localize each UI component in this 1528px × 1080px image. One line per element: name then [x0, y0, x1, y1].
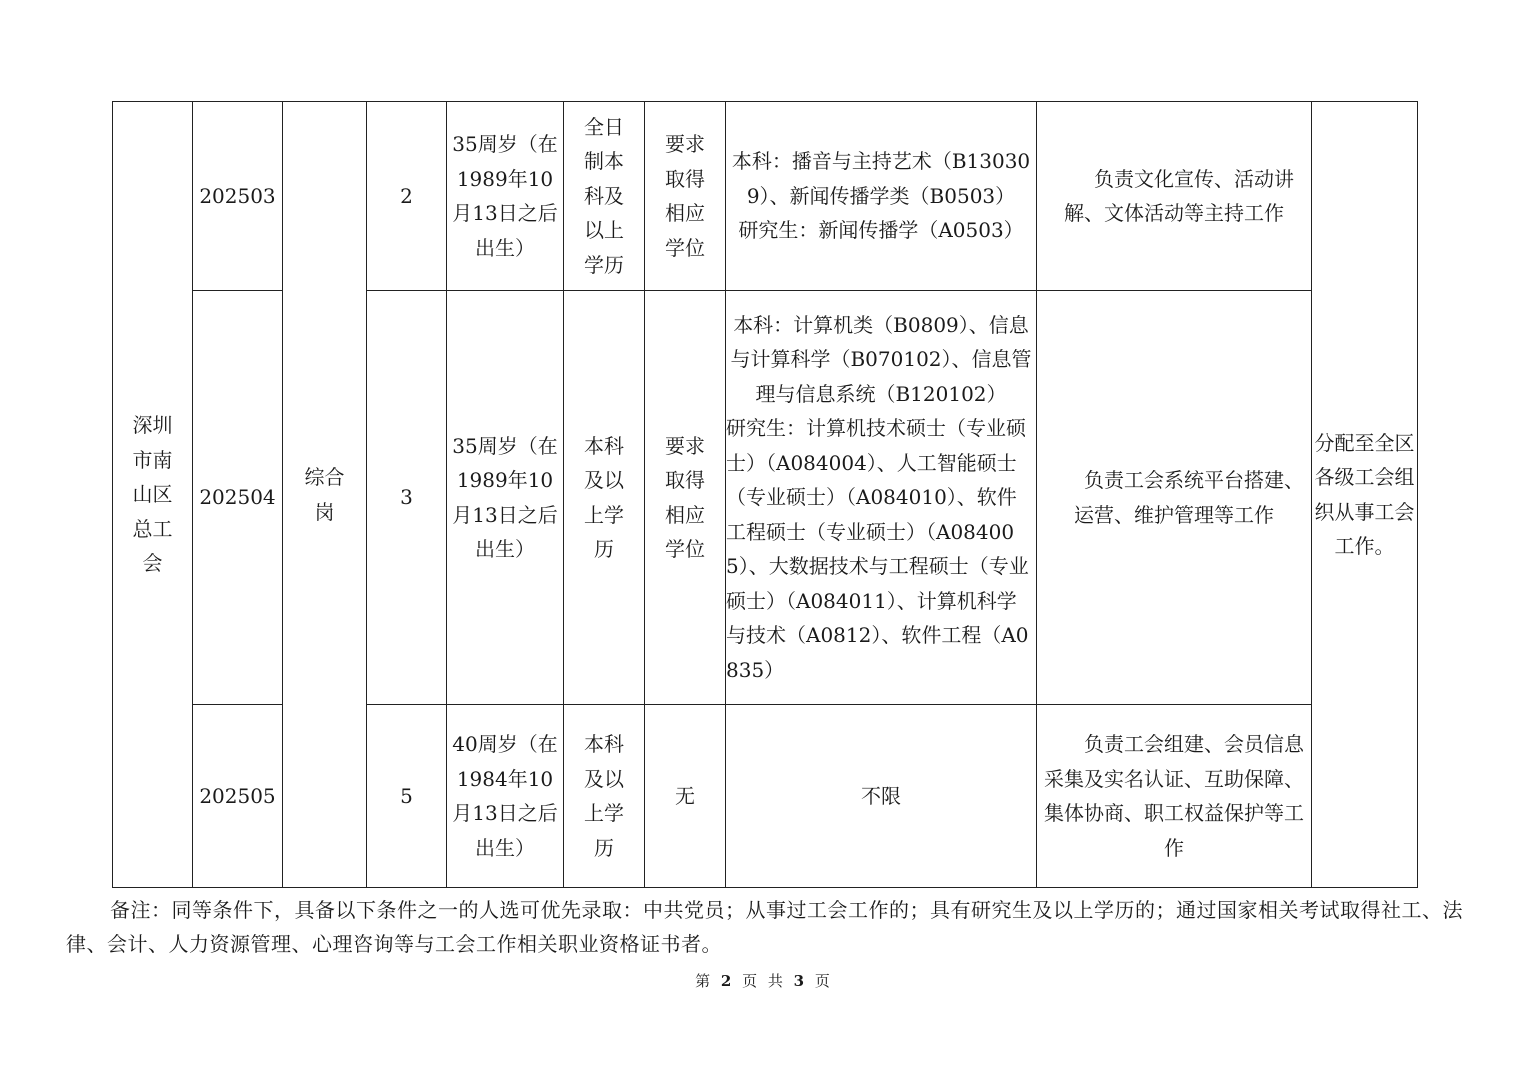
footer-middle: 页 共	[742, 972, 786, 990]
duty-cell: 负责工会系统平台搭建、运营、维护管理等工作	[1037, 291, 1312, 705]
page-footer	[0, 970, 1528, 991]
degree-cell: 无	[645, 705, 726, 888]
duty-cell: 负责文化宣传、活动讲解、文体活动等主持工作	[1037, 102, 1312, 291]
education-cell: 本科及以上学历	[564, 705, 645, 888]
major-postgrad-text: 研究生：新闻传播学（A0503）	[738, 218, 1024, 243]
recruitment-table	[112, 101, 1418, 888]
major-cell	[726, 102, 1037, 291]
headcount-cell: 2	[367, 102, 447, 291]
major-cell: 不限	[726, 705, 1037, 888]
position-name-cell: 综合岗	[283, 102, 367, 888]
education-cell: 全日制本科及以上学历	[564, 102, 645, 291]
headcount-cell: 5	[367, 705, 447, 888]
major-postgrad-text: 研究生：计算机技术硕士（专业硕士）（A084004）、人工智能硕士（专业硕士）（A084010）、软件工程硕士（专业硕士）（A084005）、大数据技术与工程硕士（专业硕士）（A084011）、计算机科学与技术（A0812）、软件工程（A0835）	[726, 416, 1029, 682]
duty-cell: 负责工会组建、会员信息采集及实名认证、互助保障、集体协商、职工权益保护等工作	[1037, 705, 1312, 888]
headcount-cell: 3	[367, 291, 447, 705]
age-requirement-cell: 35周岁（在1989年10月13日之后出生）	[447, 291, 564, 705]
position-code-cell: 202504	[193, 291, 283, 705]
position-code-cell: 202505	[193, 705, 283, 888]
major-cell	[726, 291, 1037, 705]
age-requirement-cell: 35周岁（在1989年10月13日之后出生）	[447, 102, 564, 291]
degree-cell: 要求取得相应学位	[645, 291, 726, 705]
age-requirement-cell: 40周岁（在1984年10月13日之后出生）	[447, 705, 564, 888]
assignment-note-cell: 分配至全区各级工会组织从事工会工作。	[1312, 102, 1418, 888]
remark-text: 备注：同等条件下，具备以下条件之一的人选可优先录取：中共党员；从事过工会工作的；具有研究生及以上学历的；通过国家相关考试取得社工、法律、会计、人力资源管理、心理咨询等与工会工作相关职业资格证书者。	[66, 898, 1463, 956]
degree-cell: 要求取得相应学位	[645, 102, 726, 291]
total-page-number: 3	[793, 972, 808, 990]
major-undergrad-text: 本科：计算机类（B0809）、信息与计算科学（B070102）、信息管理与信息系统（B120102）	[730, 312, 1032, 406]
footer-prefix: 第	[695, 972, 714, 990]
table-row	[113, 102, 1418, 291]
current-page-number: 2	[720, 972, 735, 990]
employer-cell: 深圳市南山区总工会	[113, 102, 193, 888]
major-undergrad-text: 本科：播音与主持艺术（B130309）、新闻传播学类（B0503）	[731, 149, 1031, 208]
position-code-cell: 202503	[193, 102, 283, 291]
footer-suffix: 页	[814, 972, 833, 990]
education-cell: 本科及以上学历	[564, 291, 645, 705]
